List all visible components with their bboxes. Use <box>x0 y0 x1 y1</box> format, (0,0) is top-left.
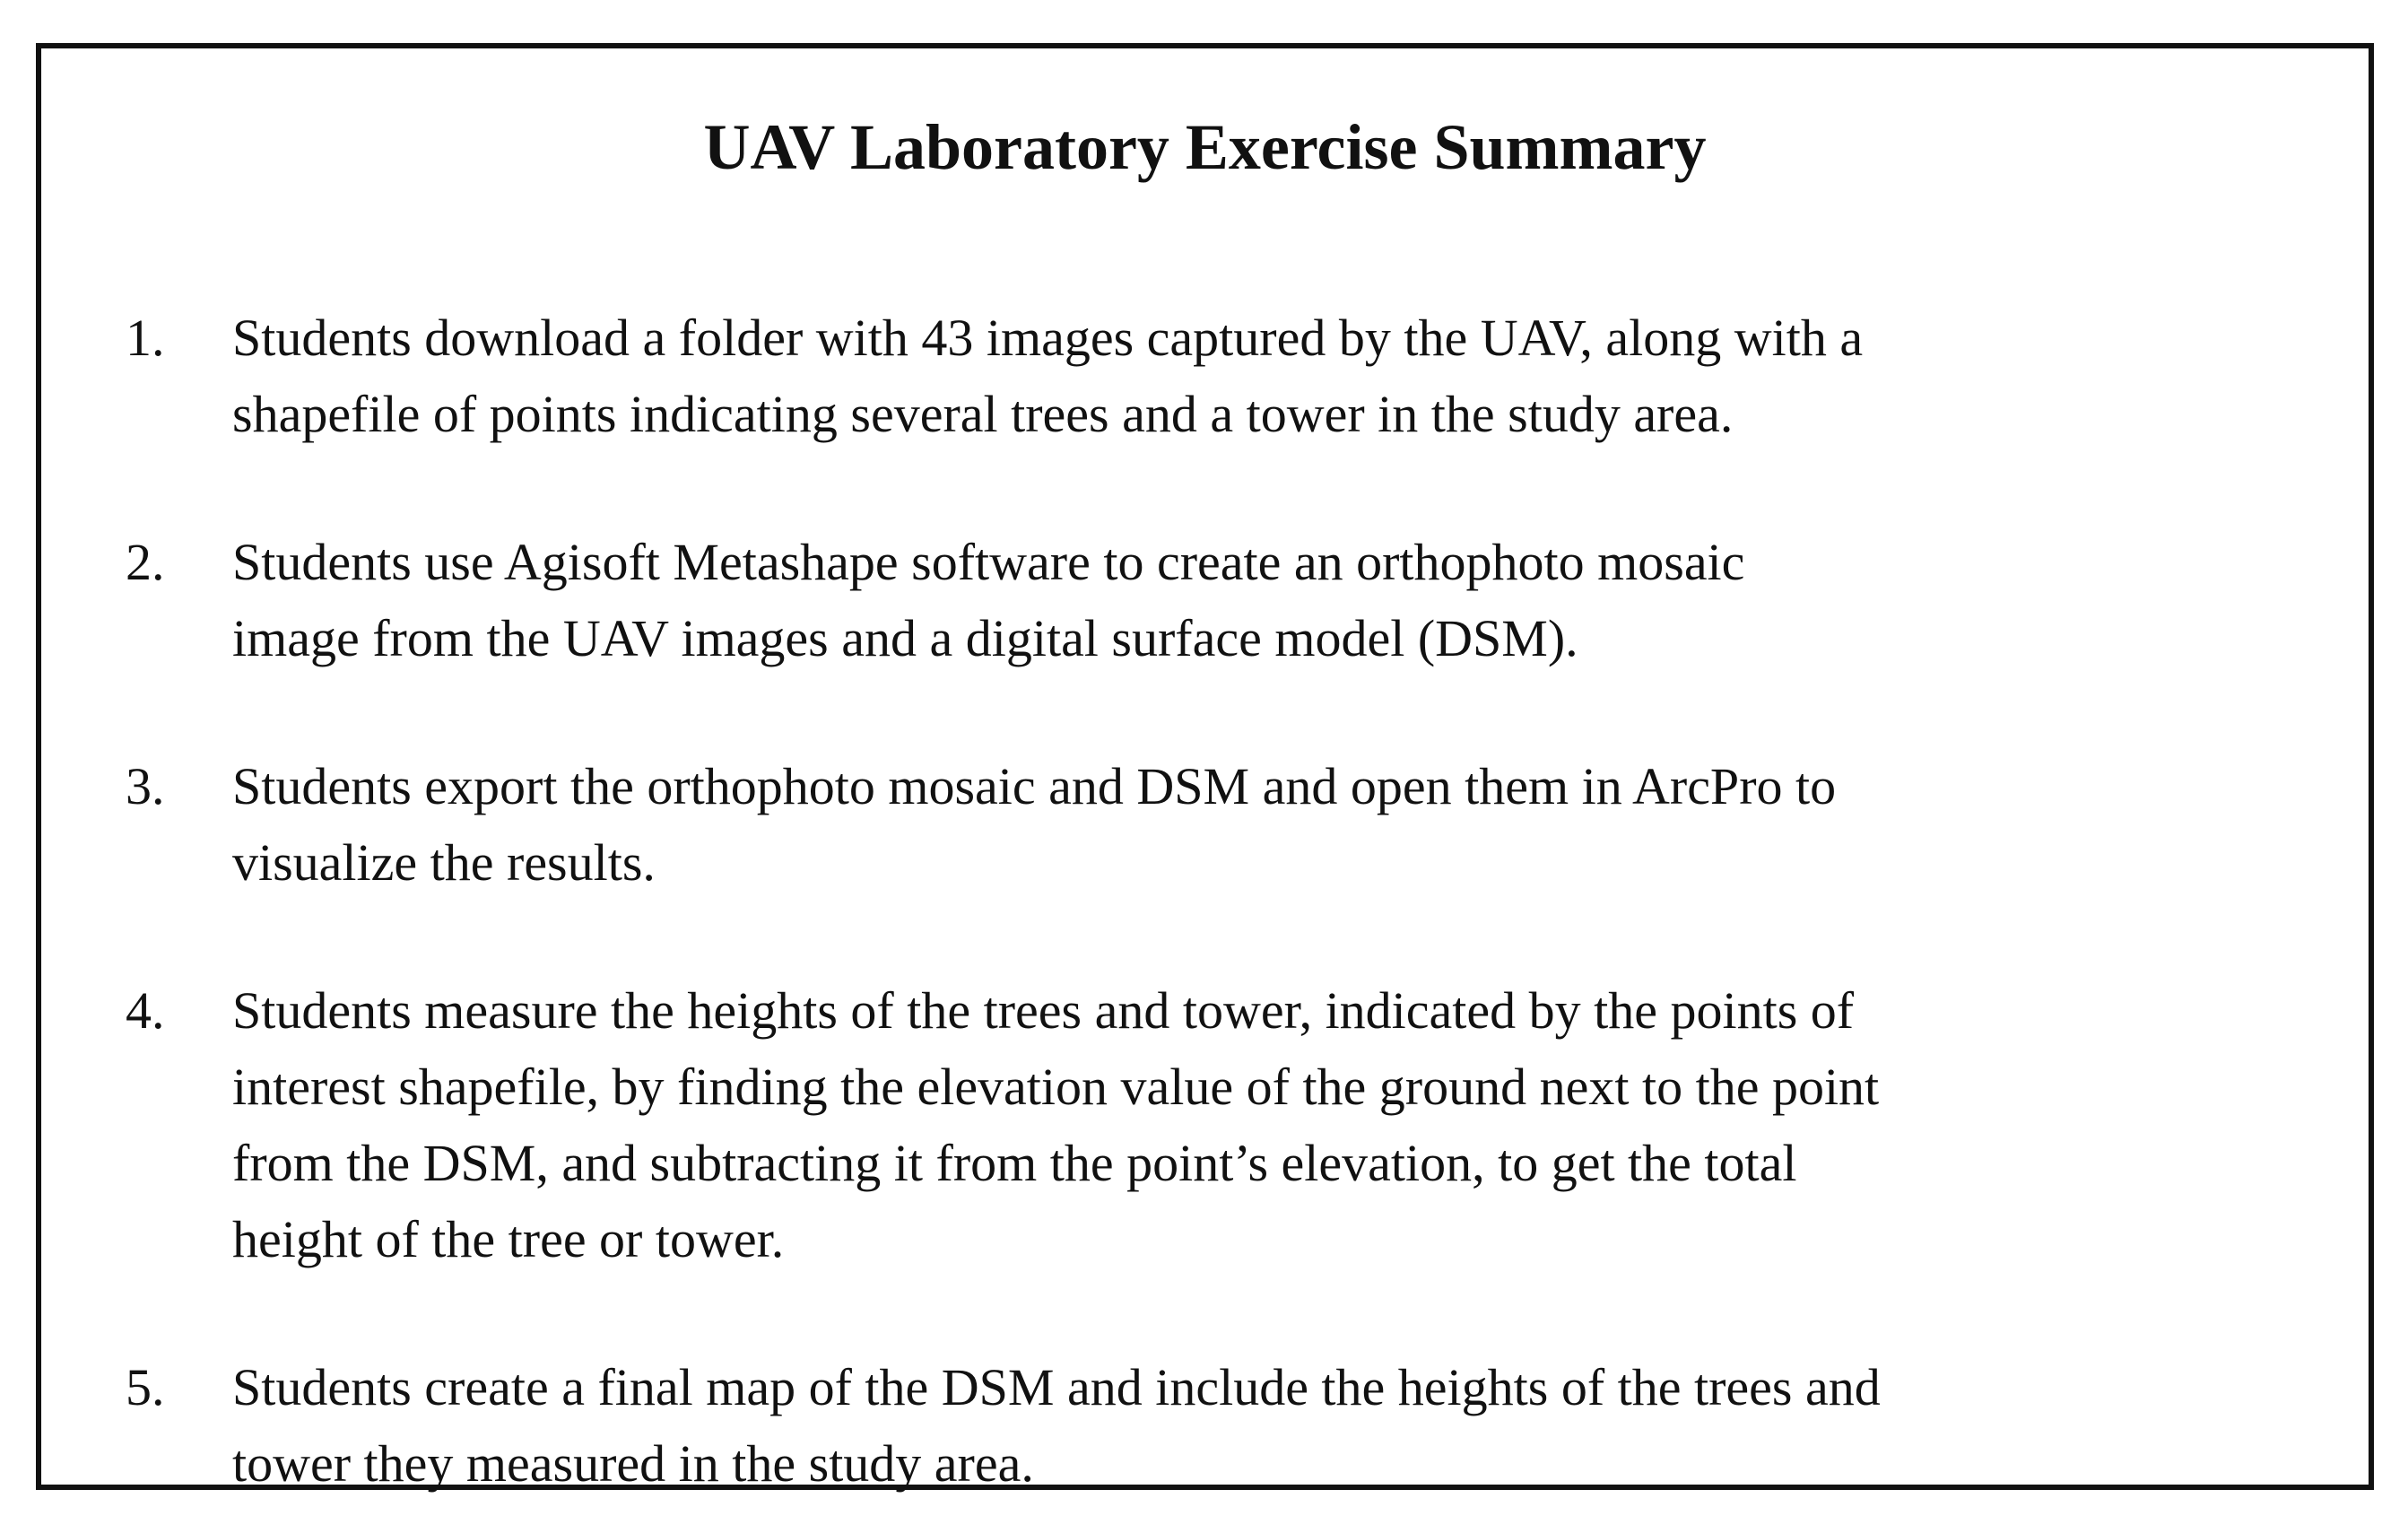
step-number: 1. <box>126 309 165 367</box>
step-text: Students export the orthophoto mosaic and DSM and open them in ArcPro to visualize the results. <box>232 757 1837 892</box>
summary-box <box>36 43 2374 1493</box>
step-number: 2. <box>126 533 165 591</box>
step-text: Students create a final map of the DSM and include the heights of the trees and tower they measured in the study area. <box>232 1358 1881 1493</box>
step-text: Students use Agisoft Metashape software to create an orthophoto mosaic image from the UAV images and a digital surface model (DSM). <box>232 533 1745 667</box>
step-text: Students measure the heights of the trees and tower, indicated by the points of interest shapefile, by finding the elevation value of the ground next to the point from the DSM, and subtracting it from the point’s elevation, to get the total height of the tree or tower. <box>232 981 1880 1268</box>
step-text: Students download a folder with 43 images captured by the UAV, along with a shapefile of points indicating several trees and a tower in the study area. <box>232 309 1864 443</box>
step-number: 4. <box>126 981 165 1040</box>
step-number: 5. <box>126 1358 165 1416</box>
step-number: 3. <box>126 757 165 815</box>
summary-title: UAV Laboratory Exercise Summary <box>703 111 1707 183</box>
